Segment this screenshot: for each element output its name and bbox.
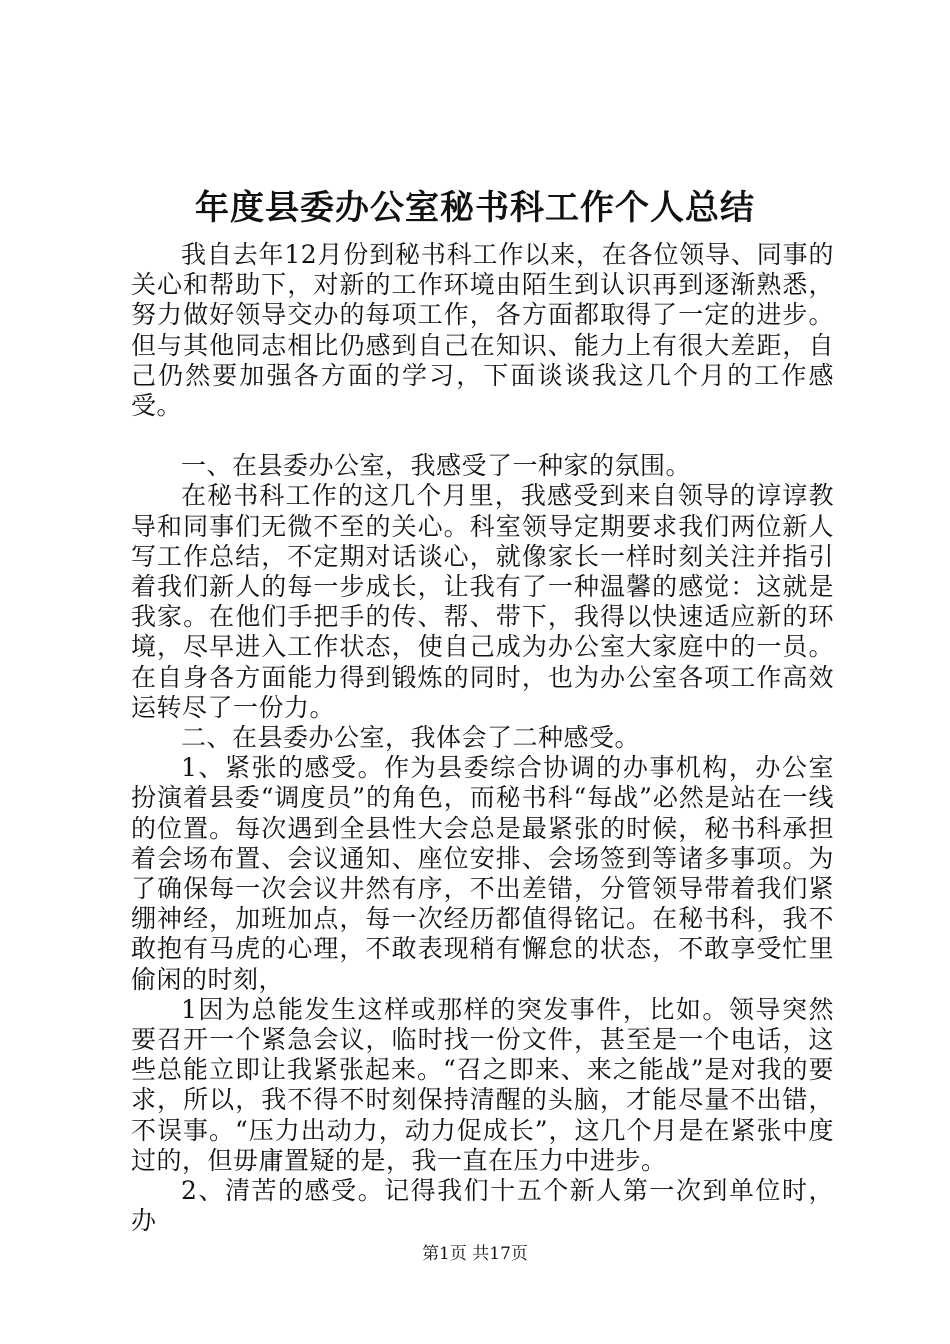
section-heading-2: 二、在县委办公室，我体会了二种感受。 [181, 723, 641, 753]
section-heading-1: 一、在县委办公室，我感受了一种家的氛围。 [181, 451, 692, 481]
paragraph-intro: 我自去年12月份到秘书科工作以来，在各位领导、同事的关心和帮助下，对新的工作环境由陌生到认识再到逐渐熟悉，努力做好领导交办的每项工作，各方面都取得了一定的进步。但与其他同志相比仍感到自己在知识、能力上有很大差距，自己仍然要加强各方面的学习，下面谈谈我这几个月的工作感受。 [131, 240, 834, 421]
paragraph-tension: 1、紧张的感受。作为县委综合协调的办事机构，办公室扮演着县委“调度员”的角色，而秘书科“每战”必然是站在一线的位置。每次遇到全县性大会总是最紧张的时候，秘书科承担着会场布置、会议通知、座位安排、会场签到等诸多事项。为了确保每一次会议井然有序，不出差错，分管领导带着我们紧绷神经，加班加点，每一次经历都值得铭记。在秘书科，我不敢抱有马虎的心理，不敢表现稍有懈怠的状态，不敢享受忙里偷闲的时刻， [131, 753, 834, 994]
page-number-footer: 第1页 共17页 [422, 1244, 528, 1264]
paragraph-family-atmosphere: 在秘书科工作的这几个月里，我感受到来自领导的谆谆教导和同事们无微不至的关心。科室领导定期要求我们两位新人写工作总结，不定期对话谈心，就像家长一样时刻关注并指引着我们新人的每一步成长，让我有了一种温馨的感觉：这就是我家。在他们手把手的传、帮、带下，我得以快速适应新的环境，尽早进入工作状态，使自己成为办公室大家庭中的一员。在自身各方面能力得到锻炼的同时，也为办公室各项工作高效运转尽了一份力。 [131, 481, 834, 722]
paragraph-hardship: 2、清苦的感受。记得我们十五个新人第一次到单位时，办 [131, 1176, 834, 1236]
document-body [131, 240, 834, 1237]
document-title: 年度县委办公室秘书科工作个人总结 [195, 188, 755, 228]
paragraph-emergencies: 1因为总能发生这样或那样的突发事件，比如。领导突然要召开一个紧急会议，临时找一份文件，甚至是一个电话，这些总能立即让我紧张起来。“召之即来、来之能战”是对我的要求，所以，我不得不时刻保持清醒的头脑，才能尽量不出错，不误事。“压力出动力，动力促成长”，这几个月是在紧张中度过的，但毋庸置疑的是，我一直在压力中进步。 [131, 994, 834, 1175]
